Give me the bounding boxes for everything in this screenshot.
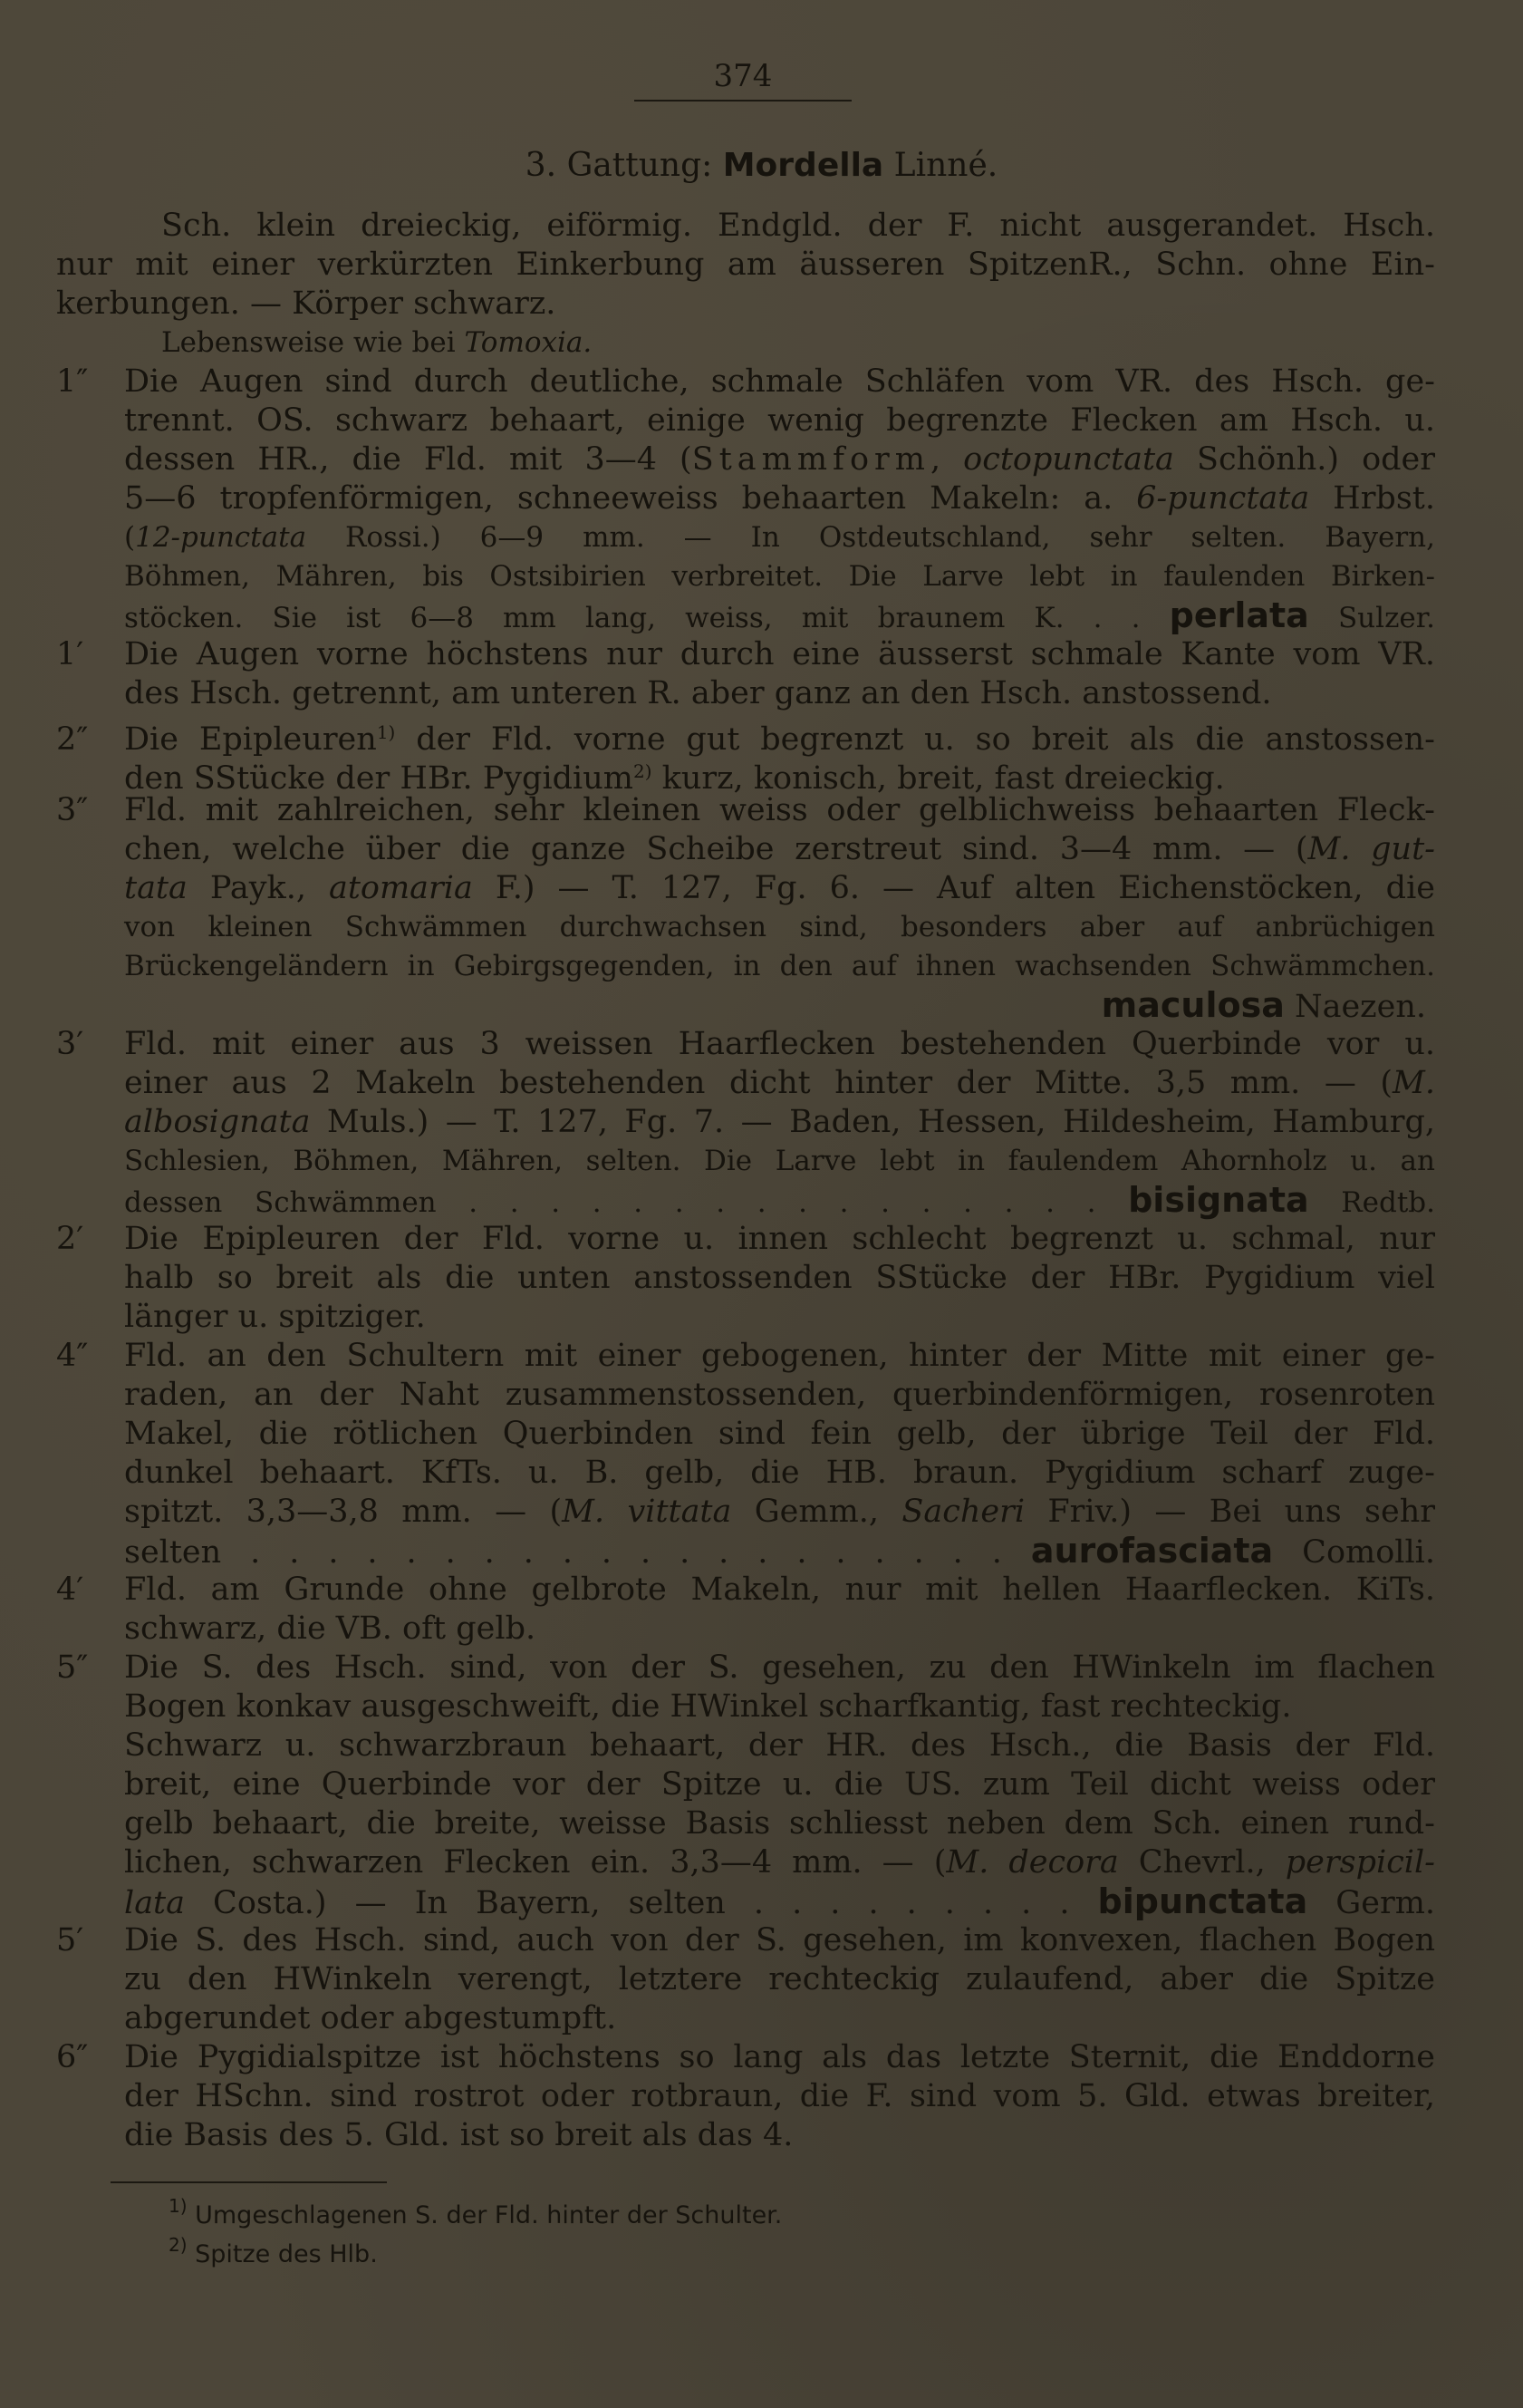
- couplet-4a-line: dunkel behaart. KfTs. u. B. gelb, die HB. braun. Pygidium scharf zuge-: [124, 1455, 1435, 1491]
- couplet-5a-line: 5″ Die S. des Hsch. sind, von der S. gesehen, zu den HWinkeln im flachen: [56, 1649, 1435, 1686]
- species-name: bisignata: [1128, 1180, 1309, 1220]
- couplet-3b-line: dessen Schwämmen . . . . . . . . . . . . . . . . bisignata Redtb.: [124, 1180, 1435, 1220]
- couplet-3a-line: tata Payk., atomaria F.) — T. 127, Fg. 6. — Auf alten Eichenstöcken, die: [124, 870, 1435, 906]
- couplet-label: 6″: [56, 2039, 89, 2075]
- key-text: [56, 207, 1435, 2155]
- couplet-label: 1″: [56, 363, 89, 400]
- couplet-5a-line: lichen, schwarzen Flecken ein. 3,3—4 mm. — (M. decora Chevrl., perspicil-: [124, 1844, 1436, 1881]
- couplet-6a-line: 6″ Die Pygidialspitze ist höchstens so lang als das letzte Sternit, die Enddorne: [56, 2039, 1435, 2075]
- couplet-2a-line: 2″ Die Epipleuren$^{1)}$ der Fld. vorne gut begrenzt u. so breit als die anstossen-: [56, 721, 1435, 758]
- couplet-label: 2′: [56, 1221, 84, 1257]
- couplet-5a-line: Schwarz u. schwarzbraun behaart, der HR. des Hsch., die Basis der Fld.: [124, 1727, 1435, 1764]
- genus-prefix: 3. Gattung:: [525, 147, 713, 184]
- couplet-3a-line: Brückengeländern in Gebirgsgegenden, in den auf ihnen wachsenden Schwämmchen.: [124, 950, 1435, 982]
- intro-line: Lebensweise wie bei Tomoxia.: [161, 326, 593, 359]
- couplet-5a-line: breit, eine Querbinde vor der Spitze u. die US. zum Teil dicht weiss oder: [124, 1766, 1435, 1803]
- couplet-1a-line: Böhmen, Mähren, bis Ostsibirien verbreitet. Die Larve lebt in faulenden Birken-: [124, 560, 1435, 593]
- intro-line: Sch. klein dreieckig, eiförmig. Endgld. der F. nicht ausgerandet. Hsch.: [161, 208, 1435, 244]
- couplet-2b-line: halb so breit als die unten anstossenden SStücke der HBr. Pygidium viel: [124, 1260, 1435, 1296]
- couplet-3b-line: 3′ Fld. mit einer aus 3 weissen Haarflecken bestehenden Querbinde vor u.: [56, 1026, 1435, 1062]
- intro-line: nur mit einer verkürzten Einkerbung am äusseren SpitzenR., Schn. ohne Ein-: [56, 247, 1435, 283]
- couplet-4b-line: schwarz, die VB. oft gelb.: [124, 1610, 536, 1647]
- couplet-label: 3′: [56, 1026, 84, 1062]
- couplet-3a-line: chen, welche über die ganze Scheibe zerstreut sind. 3—4 mm. — (M. gut-: [124, 831, 1435, 867]
- couplet-5a-line: Bogen konkav ausgeschweift, die HWinkel scharfkantig, fast rechteckig.: [124, 1688, 1292, 1725]
- couplet-4a-line: Makel, die rötlichen Querbinden sind fein gelb, der übrige Teil der Fld.: [124, 1416, 1435, 1452]
- couplet-5b-line: 5′ Die S. des Hsch. sind, auch von der S. gesehen, im konvexen, flachen Bogen: [56, 1922, 1435, 1958]
- couplet-6a-line: der HSchn. sind rostrot oder rotbraun, die F. sind vom 5. Gld. etwas breiter,: [124, 2078, 1435, 2114]
- footnote-divider: [111, 2181, 387, 2183]
- couplet-2b-line: 2′ Die Epipleuren der Fld. vorne u. innen schlecht begrenzt u. schmal, nur: [56, 1221, 1435, 1257]
- couplet-5b-line: zu den HWinkeln verengt, letztere rechteckig zulaufend, aber die Spitze: [124, 1961, 1435, 1997]
- couplet-label: 4″: [56, 1338, 89, 1374]
- species-name: bipunctata: [1097, 1881, 1308, 1921]
- species-name: aurofasciata: [1030, 1531, 1274, 1571]
- couplet-label: 1′: [56, 636, 84, 672]
- couplet-3b-line: Schlesien, Böhmen, Mähren, selten. Die Larve lebt in faulendem Ahornholz u. an: [124, 1145, 1435, 1177]
- couplet-3a-line: 3″ Fld. mit zahlreichen, sehr kleinen weiss oder gelblichweiss behaarten Fleck-: [56, 792, 1435, 828]
- footnotes: [169, 2191, 782, 2269]
- couplet-label: 5′: [56, 1922, 84, 1958]
- couplet-3b-line: albosignata Muls.) — T. 127, Fg. 7. — Baden, Hessen, Hildesheim, Hamburg,: [124, 1104, 1435, 1140]
- couplet-label: 5″: [56, 1649, 89, 1686]
- couplet-5a-line: gelb behaart, die breite, weisse Basis schliesst neben dem Sch. einen rund-: [124, 1805, 1435, 1842]
- couplet-3a-line: von kleinen Schwämmen durchwachsen sind, besonders aber auf anbrüchigen: [124, 911, 1435, 943]
- couplet-1a-line: stöcken. Sie ist 6—8 mm lang, weiss, mit braunem K. . . perlata Sulzer.: [124, 595, 1436, 635]
- couplet-4a-line: selten . . . . . . . . . . . . . . . . . . . . aurofasciata Comolli.: [124, 1531, 1435, 1571]
- couplet-5a-line: lata Costa.) — In Bayern, selten . . . . . . . . . bipunctata Germ.: [124, 1881, 1436, 1921]
- couplet-1b-line: 1′ Die Augen vorne höchstens nur durch eine äusserst schmale Kante vom VR.: [56, 636, 1435, 672]
- species-name: maculosa: [1101, 985, 1285, 1025]
- couplet-4a-line: 4″ Fld. an den Schultern mit einer gebogenen, hinter der Mitte mit einer ge-: [56, 1338, 1435, 1374]
- couplet-2b-line: länger u. spitziger.: [124, 1299, 426, 1335]
- footnote-2: $^{2)}$ Spitze des Hlb.: [169, 2234, 378, 2268]
- page-number: 374: [634, 58, 852, 102]
- couplet-1a-line: trennt. OS. schwarz behaart, einige wenig begrenzte Flecken am Hsch. u.: [124, 402, 1435, 439]
- footnote-1: $^{1)}$ Umgeschlagenen S. der Fld. hinter der Schulter.: [169, 2195, 783, 2229]
- couplet-2a-line: den SStücke der HBr. Pygidium$^{2)}$ kurz, konisch, breit, fast dreieckig.: [124, 760, 1225, 797]
- footnote-ref: 1): [376, 721, 396, 743]
- genus-author: Linné.: [893, 147, 998, 184]
- couplet-6a-line: die Basis des 5. Gld. ist so breit als das 4.: [124, 2117, 794, 2153]
- couplet-4b-line: 4′ Fld. am Grunde ohne gelbrote Makeln, nur mit hellen Haarflecken. KiTs.: [56, 1571, 1435, 1608]
- couplet-4a-line: spitzt. 3,3—3,8 mm. — (M. vittata Gemm., Sacheri Friv.) — Bei uns sehr: [124, 1494, 1436, 1530]
- couplet-3a-line: maculosa Naezen.: [1101, 985, 1426, 1025]
- genus-name: Mordella: [722, 147, 884, 184]
- couplet-label: 2″: [56, 721, 89, 758]
- intro-line: kerbungen. — Körper schwarz.: [56, 285, 556, 322]
- footnote-ref: 2): [632, 760, 652, 782]
- couplet-1a-line: 5—6 tropfenförmigen, schneeweiss behaarten Makeln: a. 6-punctata Hrbst.: [124, 480, 1435, 517]
- couplet-4a-line: raden, an der Naht zusammenstossenden, querbindenförmigen, rosenroten: [124, 1377, 1435, 1413]
- species-name: perlata: [1169, 595, 1309, 635]
- couplet-1a-line: (12-punctata Rossi.) 6—9 mm. — In Ostdeutschland, sehr selten. Bayern,: [124, 521, 1435, 554]
- couplet-1a-line: 1″ Die Augen sind durch deutliche, schmale Schläfen vom VR. des Hsch. ge-: [56, 363, 1435, 400]
- genus-heading: [0, 147, 1523, 184]
- couplet-label: 4′: [56, 1571, 84, 1608]
- couplet-label: 3″: [56, 792, 89, 828]
- couplet-5b-line: abgerundet oder abgestumpft.: [124, 2000, 617, 2036]
- couplet-1b-line: des Hsch. getrennt, am unteren R. aber ganz an den Hsch. anstossend.: [124, 675, 1272, 711]
- couplet-1a-line: dessen HR., die Fld. mit 3—4 (Stammform, octopunctata Schönh.) oder: [124, 441, 1435, 478]
- couplet-3b-line: einer aus 2 Makeln bestehenden dicht hinter der Mitte. 3,5 mm. — (M.: [124, 1065, 1435, 1101]
